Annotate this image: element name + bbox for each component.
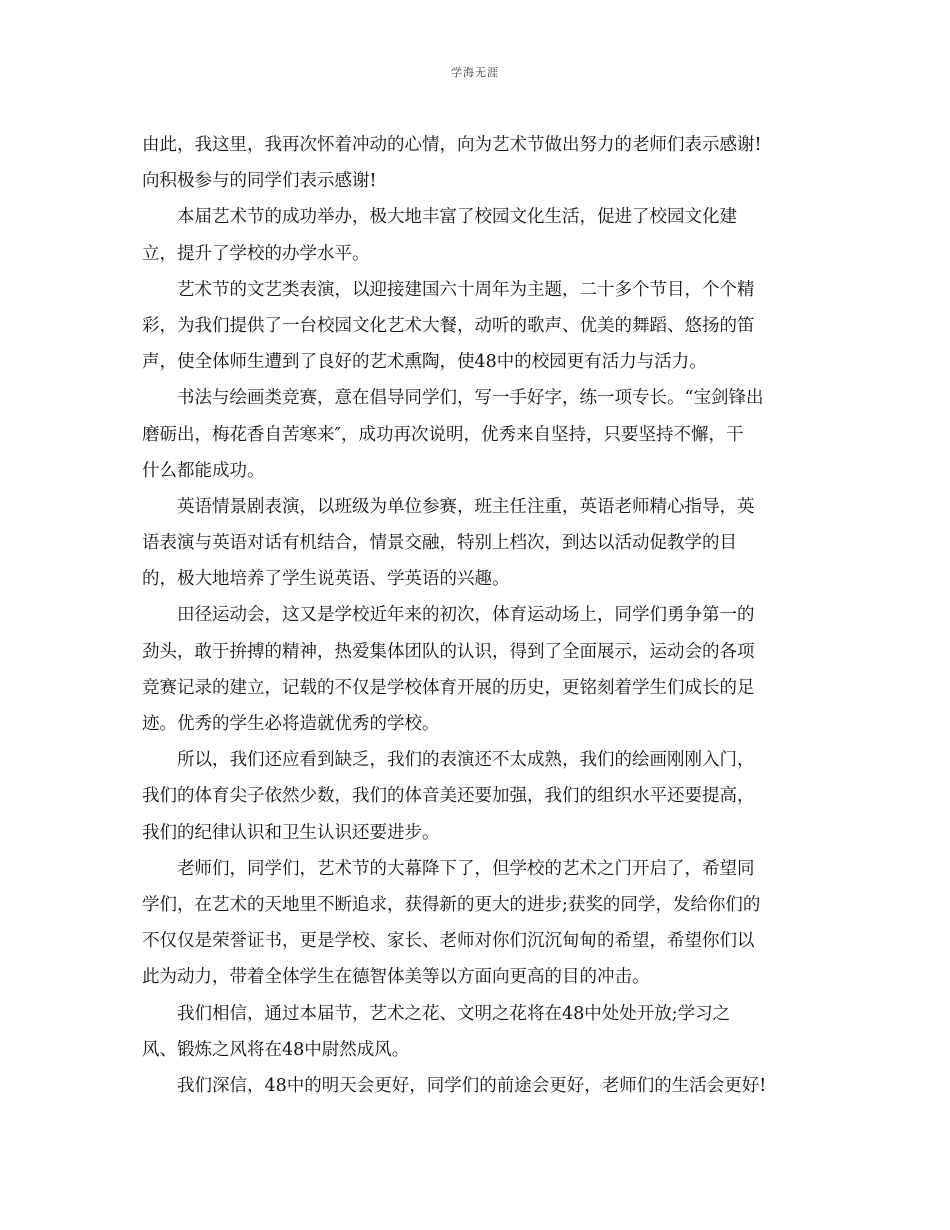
paragraph-first-line: 所以，我们还应看到缺乏，我们的表演还不太成熟，我们的绘画刚刚入门， <box>177 750 755 771</box>
paragraph-first-line: 我们相信，通过本届节，艺术之花、文明之花将在48中处处开放;学习之 <box>177 1003 731 1024</box>
document-body <box>142 127 812 1104</box>
paragraph-first-line: 田径运动会，这又是学校近年来的初次，体育运动场上，同学们勇争第一的 <box>177 605 755 626</box>
paragraph-first-line: 我们深信，48中的明天会更好，同学们的前途会更好，老师们的生活会更好! <box>177 1075 767 1096</box>
paragraph-line: 声，使全体师生遭到了良好的艺术熏陶，使48中的校园更有活力与活力。 <box>142 352 707 373</box>
paragraph-line: 磨砺出，梅花香自苦寒来″，成功再次说明，优秀来自坚持，只要坚持不懈，干 <box>142 424 744 445</box>
paragraph-line: 彩，为我们提供了一台校园文化艺术大餐，动听的歌声、优美的舞蹈、悠扬的笛 <box>142 315 755 336</box>
page-header: 学海无涯 <box>451 66 499 79</box>
paragraph-first-line: 本届艺术节的成功举办，极大地丰富了校园文化生活，促进了校园文化建 <box>177 207 737 228</box>
paragraph-line: 劲头，敢于拚搏的精神，热爱集体团队的认识，得到了全面展示，运动会的各项 <box>142 641 755 662</box>
paragraph-line: 此为动力，带着全体学生在德智体美等以方面向更高的目的冲击。 <box>142 967 650 988</box>
paragraph-line: 迹。优秀的学生必将造就优秀的学校。 <box>142 714 440 734</box>
paragraph-line: 我们的纪律认识和卫生认识还要进步。 <box>142 822 440 843</box>
paragraph-line: 学们，在艺术的天地里不断追求，获得新的更大的进步;获奖的同学，发给你们的 <box>142 894 761 915</box>
paragraph-first-line: 艺术节的文艺类表演，以迎接建国六十周年为主题，二十多个节目，个个精 <box>177 279 755 300</box>
paragraph-line: 风、锻炼之风将在48中尉然成风。 <box>142 1039 410 1060</box>
paragraph-first-line: 老师们，同学们，艺术节的大幕降下了，但学校的艺术之门开启了，希望同 <box>177 858 755 879</box>
paragraph-line: 语表演与英语对话有机结合，情景交融，特别上档次，到达以活动促教学的目 <box>142 533 737 554</box>
paragraph-line: 的，极大地培养了学生说英语、学英语的兴趣。 <box>142 569 510 590</box>
paragraph-first-line: 书法与绘画类竞赛，意在倡导同学们，写一手好字，练一项专长。“宝剑锋出 <box>177 388 764 409</box>
paragraph-line: 由此，我这里，我再次怀着冲动的心情，向为艺术节做出努力的老师们表示感谢! <box>142 135 762 155</box>
paragraph-line: 立，提升了学校的办学水平。 <box>142 243 370 264</box>
paragraph-line: 向积极参与的同学们表示感谢! <box>142 171 377 192</box>
paragraph-line: 竞赛记录的建立，记载的不仅是学校体育开展的历史，更铭刻着学生们成长的足 <box>142 677 755 698</box>
paragraph-line: 什么都能成功。 <box>142 460 265 481</box>
paragraph-first-line: 英语情景剧表演，以班级为单位参赛，班主任注重，英语老师精心指导，英 <box>177 496 755 517</box>
paragraph-line: 我们的体育尖子依然少数，我们的体音美还要加强，我们的组织水平还要提高， <box>142 786 755 807</box>
paragraph-line: 不仅仅是荣誉证书，更是学校、家长、老师对你们沉沉甸甸的希望，希望你们以 <box>142 931 755 952</box>
